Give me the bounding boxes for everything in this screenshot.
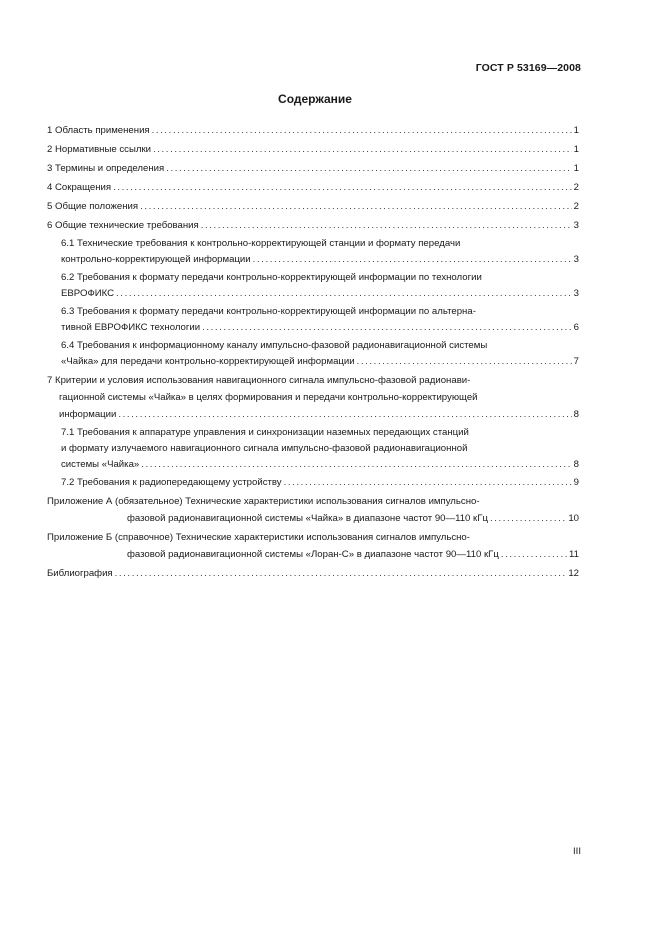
toc-entry[interactable] (47, 565, 579, 582)
toc-entry-line: Приложение Б (справочное) Технические характеристики использования сигналов импульсно- (47, 532, 470, 543)
toc-entry-title: 3 Термины и определения (47, 163, 165, 174)
toc-entry-title: «Чайка» для передачи контрольно-корректирующей информации (61, 356, 355, 367)
standard-code: ГОСТ Р 53169—2008 (475, 62, 581, 74)
toc-entry-line: гационной системы «Чайка» в целях формирования и передачи контрольно-корректирующей (59, 392, 478, 403)
toc-entry-title: контрольно-корректирующей информации (61, 254, 251, 265)
toc-entry-title: 2 Нормативные ссылки (47, 144, 152, 155)
table-of-contents (47, 122, 579, 584)
toc-entry-title: 6 Общие технические требования (47, 220, 199, 231)
toc-page-number: 3 (573, 220, 579, 231)
toc-page-number: 7 (573, 356, 579, 367)
toc-page-number: 1 (573, 163, 579, 174)
toc-page-number: 1 (573, 144, 579, 155)
toc-page-number: 11 (569, 549, 579, 560)
toc-leader-dots (115, 565, 567, 582)
toc-entry-title: 1 Область применения (47, 125, 150, 136)
toc-entry-line: 6.2 Требования к формату передачи контрольно-корректирующей информации по технологии (61, 272, 482, 283)
toc-leader-dots (141, 457, 571, 473)
toc-entry-line: 6.3 Требования к формату передачи контрольно-корректирующей информации по альтерна- (61, 306, 476, 317)
toc-leader-dots (284, 475, 572, 491)
toc-entry[interactable] (47, 425, 579, 473)
toc-entry[interactable] (47, 236, 579, 268)
toc-page-number: 2 (573, 201, 579, 212)
toc-leader-dots (253, 252, 572, 268)
toc-leader-dots (140, 198, 572, 215)
toc-entry-title: тивной ЕВРОФИКС технологии (61, 322, 201, 333)
toc-entry[interactable] (47, 122, 579, 139)
toc-entry-title: фазовой радионавигационной системы «Лоран-С» в диапазоне частот 90—110 кГц (127, 549, 499, 560)
toc-leader-dots (116, 286, 572, 302)
toc-entry-line: и формату излучаемого навигационного сигнала импульсно-фазовой радионавигационной (61, 443, 468, 454)
toc-page-number: 8 (573, 409, 579, 420)
toc-page-number: 6 (573, 322, 579, 333)
toc-entry[interactable] (47, 338, 579, 370)
toc-page-number: 8 (573, 459, 579, 470)
toc-entry-title: Библиография (47, 568, 113, 579)
toc-page-number: 10 (568, 513, 579, 524)
toc-entry[interactable] (47, 217, 579, 234)
toc-leader-dots (152, 122, 572, 139)
toc-entry-line: 6.1 Технические требования к контрольно-корректирующей станции и формату передачи (61, 238, 461, 249)
toc-entry[interactable] (47, 141, 579, 158)
toc-entry[interactable] (47, 160, 579, 177)
toc-page-number: 9 (573, 477, 579, 488)
toc-entry-line: 7 Критерии и условия использования навигационного сигнала импульсно-фазовой радионави- (47, 375, 471, 386)
toc-leader-dots (357, 354, 572, 370)
page-number: III (573, 846, 581, 857)
toc-leader-dots (153, 141, 572, 158)
toc-entry[interactable] (47, 270, 579, 302)
toc-entry[interactable] (47, 529, 579, 563)
toc-page-number: 2 (573, 182, 579, 193)
toc-entry-title: 4 Сокращения (47, 182, 112, 193)
toc-entry[interactable] (47, 372, 579, 423)
toc-entry-title: 7.2 Требования к радиопередающему устройству (61, 477, 282, 488)
toc-page-number: 1 (573, 125, 579, 136)
toc-entry-title: фазовой радионавигационной системы «Чайка» в диапазоне частот 90—110 кГц (127, 513, 488, 524)
toc-entry[interactable] (47, 198, 579, 215)
toc-page-number: 3 (573, 288, 579, 299)
toc-entry-title: 5 Общие положения (47, 201, 139, 212)
toc-entry-line: 6.4 Требования к информационному каналу импульсно-фазовой радионавигационной системы (61, 340, 488, 351)
toc-leader-dots (166, 160, 571, 177)
toc-entry[interactable] (47, 179, 579, 196)
toc-page-number: 12 (568, 568, 579, 579)
toc-leader-dots (201, 217, 572, 234)
toc-entry-line: 7.1 Требования к аппаратуре управления и синхронизации наземных передающих станций (61, 427, 469, 438)
toc-leader-dots (490, 510, 566, 527)
toc-entry[interactable] (47, 304, 579, 336)
toc-leader-dots (113, 179, 572, 196)
toc-entry[interactable] (47, 493, 579, 527)
toc-entry-title: информации (59, 409, 117, 420)
toc-entry-line: Приложение А (обязательное) Технические характеристики использования сигналов импульсно- (47, 496, 480, 507)
page-title: Содержание (278, 92, 352, 106)
toc-entry-title: системы «Чайка» (61, 459, 140, 470)
toc-leader-dots (202, 320, 572, 336)
toc-entry[interactable] (47, 475, 579, 491)
toc-page-number: 3 (573, 254, 579, 265)
toc-leader-dots (501, 546, 567, 563)
toc-entry-title: ЕВРОФИКС (61, 288, 115, 299)
toc-leader-dots (118, 406, 571, 423)
